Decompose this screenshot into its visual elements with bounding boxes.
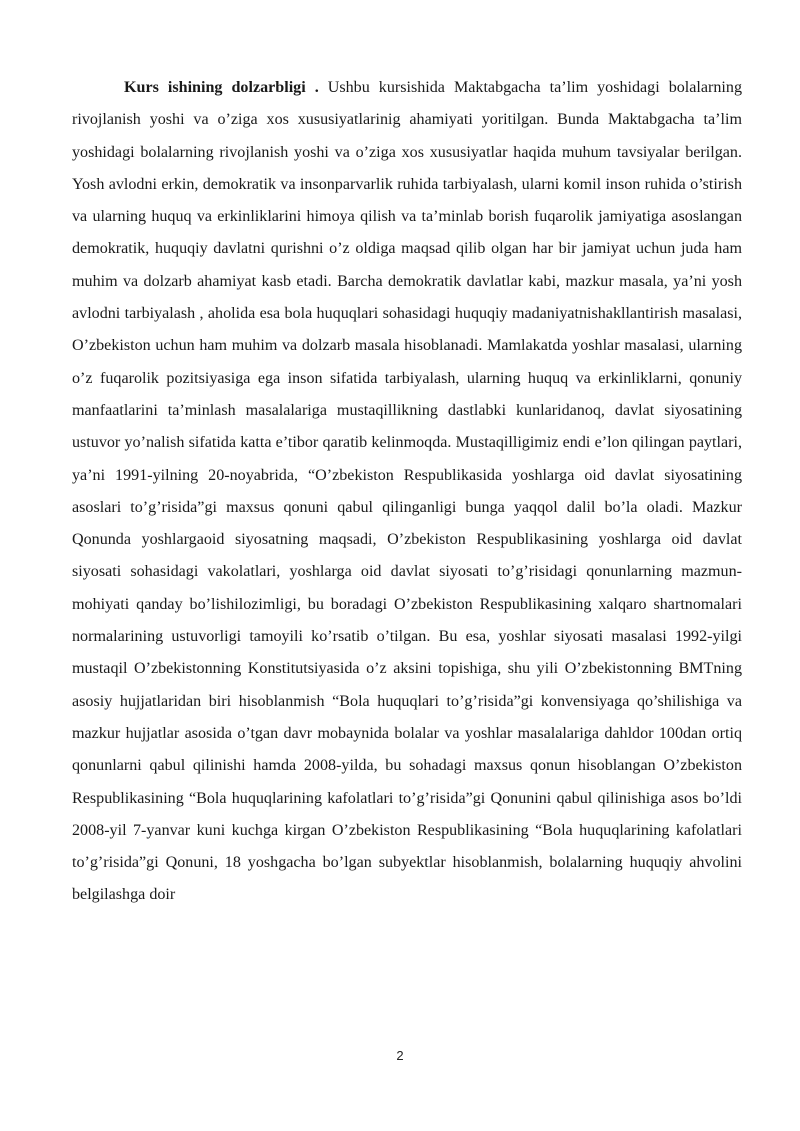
- body-paragraph: [72, 72, 742, 912]
- paragraph-text: Ushbu kursishida Maktabgacha ta’lim yoshidagi bolalarning rivojlanish yoshi va o’ziga xos xususiyatlarinig ahamiyati yoritilgan. Bunda Maktabgacha ta’lim yoshidagi bolalarning rivojlanish yoshi va o’ziga xos xususiyatlar haqida muhum tavsiyalar berilgan. Yosh avlodni erkin, demokratik va insonparvarlik ruhida tarbiyalash, ularni komil inson ruhida o’stirish va ularning huquq va erkinliklarini himoya qilish va ta’minlab borish fuqarolik jamiyatiga asoslangan demokratik, huquqiy davlatni qurishni o’z oldiga maqsad qilib olgan har bir jamiyat uchun juda ham muhim va dolzarb ahamiyat kasb etadi. Barcha demokratik davlatlar kabi, mazkur masala, ya’ni yosh avlodni tarbiyalash , aholida esa bola huquqlari sohasidagi huquqiy madaniyatnishakllantirish masalasi, O’zbekiston uchun ham muhim va dolzarb masala hisoblanadi. Mamlakatda yoshlar masalasi, ularning o’z fuqarolik pozitsiyasiga ega inson sifatida tarbiyalash, ularning huquq va erkinliklarni, qonuniy manfaatlarini ta’minlash masalalariga mustaqillikning dastlabki kunlaridanoq, davlat siyosatining ustuvor yo’nalish sifatida katta e’tibor qaratib kelinmoqda. Mustaqilligimiz endi e’lon qilingan paytlari, ya’ni 1991-yilning 20-noyabrida, “O’zbekiston Respublikasida yoshlarga oid davlat siyosatining asoslari to’g’risida”gi maxsus qonuni qabul qilinganligi bunga yaqqol dalil bo’la oladi. Mazkur Qonunda yoshlargaoid siyosatning maqsadi, O’zbekiston Respublikasining yoshlarga oid davlat siyosati sohasidagi vakolatlari, yoshlarga oid davlat siyosati to’g’risidagi qonunlarning mazmun-mohiyati qanday bo’lishilozimligi, bu boradagi O’zbekiston Respublikasining xalqaro shartnomalari normalarining ustuvorligi tamoyili ko’rsatib o’tilgan. Bu esa, yoshlar siyosati masalasi 1992-yilgi mustaqil O’zbekistonning Konstitutsiyasida o’z aksini topishiga, shu yili O’zbekistonning BMTning asosiy hujjatlaridan biri hisoblanmish “Bola huquqlari to’g’risida”gi konvensiyaga qo’shilishiga va mazkur hujjatlar asosida o’tgan davr mobaynida bolalar va yoshlar masalalariga dahldor 100dan ortiq qonunlarni qabul qilinishi hamda 2008-yilda, bu sohadagi maxsus qonun hisoblangan O’zbekiston Respublikasining “Bola huquqlarining kafolatlari to’g’risida”gi Qonunini qabul qilinishiga asos bo’ldi 2008-yil 7-yanvar kuni kuchga kirgan O’zbekiston Respublikasining “Bola huquqlarining kafolatlari to’g’risida”gi Qonuni, 18 yoshgacha bo’lgan subyektlar hisoblanmish, bolalarning huquqiy ahvolini belgilashga doir: [72, 79, 742, 904]
- section-lead-title: Kurs ishining dolzarbligi .: [124, 79, 319, 96]
- document-page: [72, 72, 742, 912]
- page-number: 2: [396, 1048, 404, 1063]
